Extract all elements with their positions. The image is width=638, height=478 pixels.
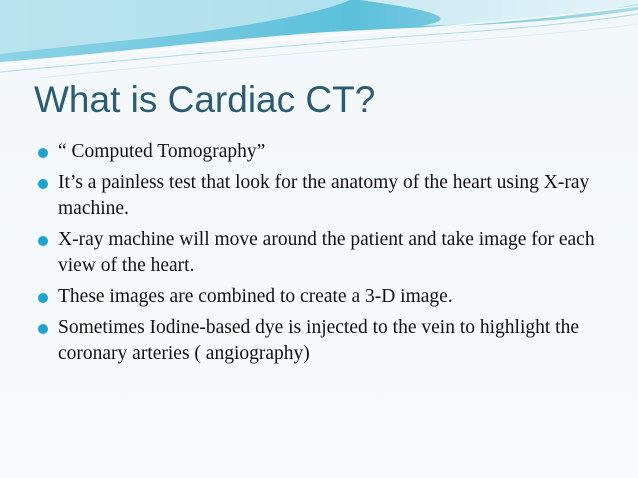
bullet-item bbox=[34, 284, 604, 310]
bullet-item bbox=[34, 170, 604, 222]
bullet-list bbox=[34, 139, 604, 372]
bullet-text: These images are combined to create a 3-D image. bbox=[58, 286, 453, 307]
bullet-dot-icon bbox=[38, 179, 48, 189]
bullet-item bbox=[34, 315, 604, 367]
bullet-dot-icon bbox=[38, 148, 48, 158]
bullet-dot-icon bbox=[38, 324, 48, 334]
bullet-text: “ Computed Tomography” bbox=[58, 141, 266, 162]
slide-title: What is Cardiac CT? bbox=[34, 79, 376, 120]
bullet-text: It’s a painless test that look for the anatomy of the heart using X-ray machine. bbox=[58, 172, 590, 219]
bullet-dot-icon bbox=[38, 293, 48, 303]
bullet-text: X-ray machine will move around the patient and take image for each view of the heart. bbox=[58, 229, 595, 276]
bullet-item bbox=[34, 227, 604, 279]
bullet-item bbox=[34, 139, 604, 165]
bullet-dot-icon bbox=[38, 236, 48, 246]
header-wave-decoration bbox=[0, 0, 638, 80]
bullet-text: Sometimes Iodine-based dye is injected to the vein to highlight the coronary arteries ( angiography) bbox=[58, 317, 579, 364]
